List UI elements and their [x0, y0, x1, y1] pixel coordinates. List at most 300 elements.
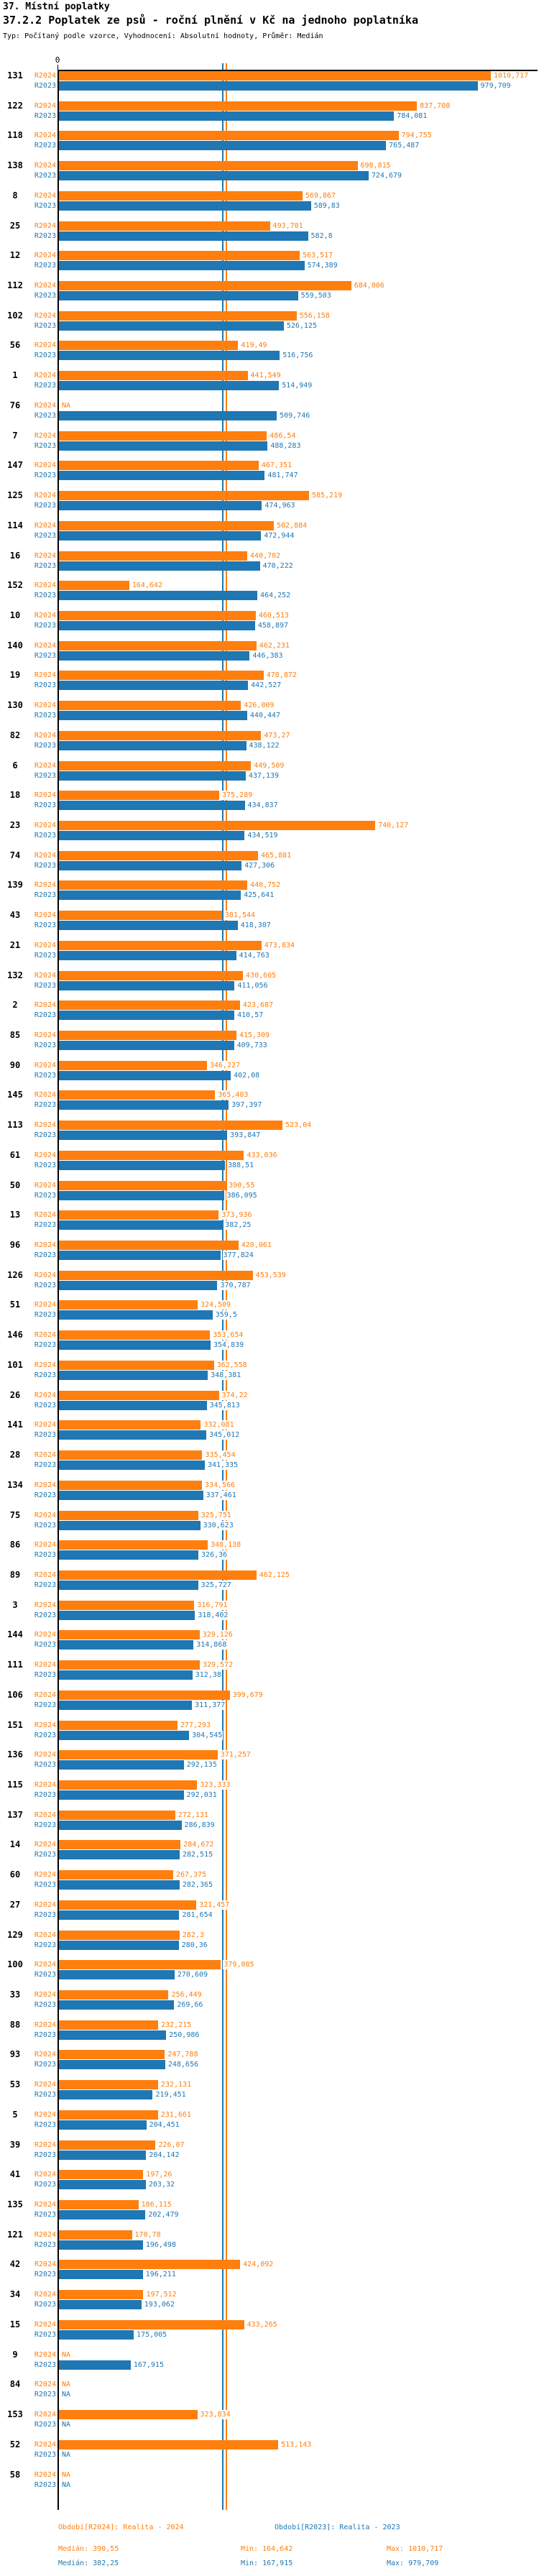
category-label: 144	[7, 1629, 23, 1640]
value-label-r2023: 526,125	[286, 321, 317, 330]
bar-row-r2023	[0, 591, 539, 600]
bar-r2024	[59, 1721, 178, 1730]
bar-row-r2024	[0, 2110, 539, 2120]
value-label-r2023: 312,38	[195, 1671, 221, 1680]
series-label-r2023: R2023	[34, 861, 56, 870]
series-label-r2024: R2024	[34, 2380, 56, 2389]
bar-r2023	[59, 1970, 175, 1979]
value-label-r2024: 794,755	[401, 132, 432, 140]
bar-row-r2023	[0, 531, 539, 540]
category-label: 130	[7, 700, 23, 711]
bar-row-r2024	[0, 1540, 539, 1550]
category-label: 136	[7, 1749, 23, 1760]
bar-r2023	[59, 2300, 142, 2309]
bar-r2023	[59, 651, 249, 661]
bar-group	[0, 1870, 539, 1900]
bar-r2024	[59, 1181, 226, 1190]
bar-row-r2023	[0, 981, 539, 990]
value-label-r2024: 373,936	[221, 1211, 252, 1220]
bar-group	[0, 221, 539, 252]
bar-group	[0, 1990, 539, 2020]
category-label: 6	[12, 760, 18, 770]
series-label-r2024: R2024	[34, 1751, 56, 1760]
category-label: 42	[9, 2259, 21, 2270]
bar-row-r2024	[0, 911, 539, 920]
bar-r2023	[59, 891, 241, 900]
bar-r2024	[59, 1241, 239, 1250]
value-label-r2023: 204,142	[149, 2150, 180, 2159]
bar-group	[0, 1210, 539, 1241]
category-label: 112	[7, 280, 23, 291]
series-label-r2024: R2024	[34, 492, 56, 500]
bar-row-r2024	[0, 1330, 539, 1340]
bar-row-r2024	[0, 1660, 539, 1670]
bar-row-r2023	[0, 231, 539, 241]
bar-row-r2024	[0, 1840, 539, 1849]
category-label: 122	[7, 100, 23, 111]
bar-row-r2024	[0, 1750, 539, 1760]
bar-row-r2023	[0, 1701, 539, 1710]
bar-group	[0, 161, 539, 191]
value-label-na: NA	[62, 2380, 71, 2389]
value-label-r2024: 430,605	[246, 971, 277, 980]
bar-r2024	[59, 880, 247, 890]
bar-group	[0, 1511, 539, 1541]
series-label-r2024: R2024	[34, 821, 56, 829]
bar-group	[0, 1960, 539, 1990]
bar-row-r2024	[0, 1090, 539, 1100]
value-label-r2023: 437,139	[248, 771, 280, 780]
bar-r2023	[59, 621, 255, 630]
bar-row-r2023	[0, 171, 539, 180]
category-label: 16	[9, 550, 21, 561]
value-label-r2023: 280,36	[181, 1941, 208, 1949]
bar-r2023	[59, 1941, 179, 1950]
series-label-r2024: R2024	[34, 2320, 56, 2329]
series-label-r2024: R2024	[34, 641, 56, 650]
bar-row-r2023	[0, 1640, 539, 1650]
bar-row-r2024	[0, 880, 539, 890]
bar-row-r2023	[0, 1910, 539, 1920]
value-label-r2023: 248,656	[167, 2061, 198, 2069]
category-label: 145	[7, 1090, 23, 1100]
series-label-r2023: R2023	[34, 1401, 56, 1409]
category-label: 153	[7, 2409, 23, 2420]
bar-row-r2023	[0, 1131, 539, 1140]
bar-row-r2023	[0, 801, 539, 810]
bar-group	[0, 1630, 539, 1660]
category-label: 5	[12, 2109, 18, 2120]
value-label-r2023: 388,51	[228, 1161, 254, 1169]
bar-group	[0, 1690, 539, 1721]
value-label-r2023: 582,8	[310, 231, 333, 240]
bar-group	[0, 1000, 539, 1031]
category-label: 8	[12, 190, 18, 201]
bar-r2023	[59, 1521, 201, 1530]
bar-row-r2023	[0, 351, 539, 360]
bar-r2024	[59, 2440, 278, 2450]
bar-row-r2024	[0, 821, 539, 830]
bar-row-r2024	[0, 671, 539, 680]
category-label: 141	[7, 1420, 23, 1430]
value-label-r2023: 514,949	[282, 382, 313, 390]
bar-group	[0, 2440, 539, 2470]
series-label-r2024: R2024	[34, 1241, 56, 1250]
value-label-r2023: 318,402	[198, 1611, 229, 1619]
category-label: 25	[9, 220, 21, 231]
bar-row-r2023	[0, 891, 539, 900]
bar-group	[0, 2140, 539, 2171]
series-label-r2023: R2023	[34, 472, 56, 480]
bar-group	[0, 2320, 539, 2350]
category-label: 14	[9, 1839, 21, 1850]
bar-r2023	[59, 411, 277, 420]
category-label: 84	[9, 2379, 21, 2390]
value-label-r2024: 164,642	[132, 581, 163, 590]
series-label-r2024: R2024	[34, 1721, 56, 1729]
bar-row-r2024	[0, 1181, 539, 1190]
bar-group	[0, 191, 539, 221]
series-label-r2023: R2023	[34, 231, 56, 240]
bar-r2023	[59, 1191, 224, 1200]
category-label: 96	[9, 1240, 21, 1251]
bar-row-r2024	[0, 1061, 539, 1070]
value-label-r2023: 474,963	[264, 502, 295, 510]
value-label-r2024: 460,513	[258, 611, 289, 620]
value-label-r2023: 516,756	[282, 351, 313, 360]
value-label-r2024: 585,219	[311, 492, 343, 500]
series-label-r2023: R2023	[34, 921, 56, 930]
bar-group	[0, 2410, 539, 2440]
value-label-r2023: 281,654	[182, 1910, 213, 1919]
category-label: 106	[7, 1689, 23, 1700]
bar-row-r2024	[0, 941, 539, 950]
stat-max-r2023: Max: 979,709	[387, 2559, 439, 2567]
bar-r2023	[59, 1760, 184, 1770]
bar-row-r2024	[0, 731, 539, 740]
bar-row-r2023	[0, 1071, 539, 1080]
value-label-r2024: 272,131	[178, 1811, 208, 1819]
value-label-r2024: 433,265	[247, 2320, 277, 2329]
series-label-r2023: R2023	[34, 981, 56, 990]
bar-r2023	[59, 1850, 180, 1859]
bar-group	[0, 1750, 539, 1780]
value-label-r2023: 470,222	[262, 561, 293, 570]
bar-r2024	[59, 1391, 219, 1400]
bar-group	[0, 1121, 539, 1151]
series-label-r2024: R2024	[34, 1511, 56, 1519]
bar-row-r2024	[0, 191, 539, 201]
value-label-r2024: 335,454	[205, 1451, 236, 1460]
bar-row-r2023	[0, 1611, 539, 1620]
bar-row-r2023	[0, 2390, 539, 2399]
bar-r2023	[59, 561, 260, 571]
bar-r2023	[59, 1371, 208, 1380]
bar-group	[0, 1061, 539, 1091]
series-label-r2023: R2023	[34, 951, 56, 960]
value-label-r2023: 397,397	[231, 1101, 262, 1110]
series-label-r2024: R2024	[34, 1780, 56, 1789]
category-label: 23	[9, 819, 21, 830]
bar-r2024	[59, 1570, 257, 1580]
series-label-r2024: R2024	[34, 341, 56, 350]
bar-row-r2024	[0, 2350, 539, 2360]
bar-row-r2024	[0, 851, 539, 860]
category-label: 126	[7, 1269, 23, 1280]
bar-r2023	[59, 2030, 166, 2040]
series-label-r2024: R2024	[34, 1091, 56, 1100]
series-label-r2024: R2024	[34, 1541, 56, 1550]
series-label-r2023: R2023	[34, 411, 56, 420]
value-label-r2023: 409,733	[236, 1041, 267, 1049]
bar-group	[0, 1931, 539, 1961]
bar-r2023	[59, 771, 246, 781]
bar-group	[0, 341, 539, 371]
bar-group	[0, 1660, 539, 1690]
series-label-r2024: R2024	[34, 1331, 56, 1340]
value-label-r2024: 371,257	[220, 1751, 251, 1760]
value-label-r2023: 784,081	[397, 111, 428, 120]
value-label-r2024: 513,143	[281, 2440, 312, 2449]
bar-r2024	[59, 851, 258, 860]
bar-row-r2023	[0, 1970, 539, 1979]
category-label: 121	[7, 2229, 23, 2240]
bar-row-r2024	[0, 1151, 539, 1160]
bar-r2024	[59, 2020, 158, 2030]
series-label-r2024: R2024	[34, 2260, 56, 2269]
value-label-r2023: 377,824	[223, 1251, 254, 1260]
bar-group	[0, 791, 539, 821]
stat-median-r2024: Medián: 390,55	[58, 2545, 119, 2553]
bar-r2023	[59, 1670, 193, 1680]
bar-row-r2023	[0, 1430, 539, 1440]
bar-group	[0, 1420, 539, 1450]
value-label-r2024: 348,138	[211, 1541, 241, 1550]
series-label-r2024: R2024	[34, 311, 56, 320]
bar-r2024	[59, 131, 399, 140]
bar-r2023	[59, 201, 311, 211]
bar-group	[0, 1900, 539, 1931]
bar-row-r2024	[0, 551, 539, 561]
bar-row-r2024	[0, 1721, 539, 1730]
series-label-r2023: R2023	[34, 2330, 56, 2339]
bar-row-r2023	[0, 2060, 539, 2069]
bar-r2023	[59, 141, 386, 150]
bar-r2023	[59, 2330, 134, 2340]
series-label-r2024: R2024	[34, 702, 56, 710]
bar-r2024	[59, 1361, 214, 1370]
value-label-r2023: 337,461	[206, 1491, 236, 1499]
value-label-r2023: 386,095	[226, 1191, 257, 1200]
bar-row-r2023	[0, 1191, 539, 1200]
bar-row-r2024	[0, 401, 539, 410]
series-label-r2024: R2024	[34, 851, 56, 860]
bar-r2023	[59, 1611, 195, 1620]
series-label-r2024: R2024	[34, 2140, 56, 2149]
series-label-r2023: R2023	[34, 1581, 56, 1589]
value-label-r2024: 523,04	[285, 1121, 312, 1130]
bar-row-r2024	[0, 1900, 539, 1910]
value-label-r2023: 370,787	[220, 1281, 251, 1289]
category-label: 15	[9, 2319, 21, 2329]
bar-group	[0, 1241, 539, 1271]
category-label: 90	[9, 1059, 21, 1070]
category-label: 135	[7, 2199, 23, 2210]
bar-r2023	[59, 321, 284, 331]
value-label-r2024: 440,702	[250, 551, 281, 560]
bar-row-r2024	[0, 1570, 539, 1580]
series-label-r2024: R2024	[34, 2230, 56, 2239]
category-label: 53	[9, 2079, 21, 2090]
bar-r2023	[59, 1161, 225, 1170]
value-label-r2023: 410,57	[237, 1011, 264, 1020]
category-label: 115	[7, 1779, 23, 1790]
bar-r2023	[59, 1581, 198, 1590]
value-label-r2024: 375,289	[222, 791, 253, 800]
category-label: 85	[9, 1030, 21, 1040]
bar-group	[0, 2050, 539, 2080]
bar-r2024	[59, 1300, 198, 1310]
bar-r2024	[59, 341, 238, 350]
category-label: 28	[9, 1450, 21, 1460]
series-label-r2024: R2024	[34, 2051, 56, 2059]
value-label-r2024: 467,351	[261, 461, 292, 470]
bar-r2024	[59, 521, 274, 530]
bar-r2023	[59, 1340, 211, 1350]
bar-row-r2024	[0, 1391, 539, 1400]
value-label-r2024: 324,509	[200, 1301, 231, 1310]
category-label: 113	[7, 1120, 23, 1131]
value-label-r2023: 393,847	[230, 1131, 261, 1140]
value-label-r2023: 414,763	[239, 951, 270, 960]
bar-row-r2023	[0, 771, 539, 781]
bar-r2023	[59, 1131, 227, 1140]
bar-r2024	[59, 791, 219, 800]
series-label-r2023: R2023	[34, 1461, 56, 1470]
bar-r2023	[59, 1100, 229, 1110]
bar-r2024	[59, 1031, 236, 1040]
bar-group	[0, 1031, 539, 1061]
bar-group	[0, 1090, 539, 1121]
value-label-na: NA	[62, 2421, 71, 2429]
series-label-r2024: R2024	[34, 401, 56, 410]
value-label-r2023: 472,944	[264, 531, 295, 540]
bar-row-r2024	[0, 1481, 539, 1490]
x-axis-zero-tick-label: 0	[55, 55, 60, 65]
value-label-r2023: 481,747	[267, 472, 298, 480]
bar-group	[0, 1570, 539, 1601]
bar-group	[0, 641, 539, 671]
bar-r2023	[59, 261, 305, 270]
bar-r2024	[59, 1061, 207, 1070]
value-label-na: NA	[62, 2391, 71, 2399]
value-label-r2023: 167,915	[133, 2360, 164, 2369]
bar-row-r2024	[0, 2380, 539, 2389]
series-label-r2024: R2024	[34, 1570, 56, 1579]
value-label-r2024: 426,009	[244, 702, 275, 710]
category-label: 74	[9, 850, 21, 860]
bar-row-r2023	[0, 471, 539, 480]
value-label-r2024: 433,036	[247, 1151, 277, 1159]
bar-group	[0, 581, 539, 611]
bar-row-r2023	[0, 1941, 539, 1950]
bar-r2023	[59, 1011, 234, 1020]
bar-group	[0, 1450, 539, 1481]
bar-group	[0, 1300, 539, 1330]
series-label-r2024: R2024	[34, 1451, 56, 1460]
bar-group	[0, 281, 539, 311]
bar-r2023	[59, 2270, 143, 2279]
bar-row-r2023	[0, 1161, 539, 1170]
category-label: 131	[7, 70, 23, 80]
bar-row-r2024	[0, 2260, 539, 2269]
bar-groups-container	[0, 71, 539, 2500]
value-label-r2024: 698,815	[360, 162, 391, 170]
bar-row-r2024	[0, 71, 539, 80]
bar-group	[0, 2470, 539, 2501]
series-label-r2023: R2023	[34, 1761, 56, 1770]
series-label-r2024: R2024	[34, 2201, 56, 2209]
bar-r2024	[59, 1420, 201, 1430]
bar-group	[0, 521, 539, 551]
value-label-r2023: 359,5	[215, 1311, 237, 1320]
value-label-r2023: 440,447	[249, 712, 281, 720]
bar-group	[0, 880, 539, 911]
bar-r2024	[59, 551, 247, 561]
bar-group	[0, 491, 539, 521]
bar-r2024	[59, 2230, 132, 2240]
series-label-r2023: R2023	[34, 2030, 56, 2039]
bar-row-r2023	[0, 261, 539, 270]
bar-r2023	[59, 171, 369, 180]
series-label-r2024: R2024	[34, 791, 56, 800]
value-label-r2023: 464,252	[260, 592, 291, 600]
series-label-r2023: R2023	[34, 2421, 56, 2429]
series-label-r2024: R2024	[34, 761, 56, 770]
category-label: 140	[7, 640, 23, 650]
series-label-r2023: R2023	[34, 1161, 56, 1169]
value-label-r2024: 323,834	[200, 2411, 231, 2419]
category-label: 146	[7, 1330, 23, 1340]
series-label-r2024: R2024	[34, 2171, 56, 2179]
value-label-r2023: 446,383	[252, 651, 283, 660]
series-label-r2024: R2024	[34, 1031, 56, 1039]
value-label-r2023: 314,868	[196, 1641, 227, 1650]
bar-row-r2023	[0, 291, 539, 300]
value-label-r2023: 458,897	[257, 621, 289, 630]
bar-group	[0, 851, 539, 881]
series-label-r2024: R2024	[34, 461, 56, 470]
value-label-r2023: 196,498	[145, 2240, 176, 2249]
bar-row-r2023	[0, 951, 539, 960]
value-label-r2024: 256,449	[171, 1991, 202, 1999]
value-label-r2023: 427,306	[244, 861, 275, 870]
bar-group	[0, 821, 539, 851]
category-label: 111	[7, 1660, 23, 1670]
bar-group	[0, 1181, 539, 1211]
value-label-r2024: 381,544	[224, 911, 256, 920]
series-label-r2023: R2023	[34, 2211, 56, 2220]
value-label-r2024: 419,49	[241, 341, 267, 350]
category-label: 125	[7, 490, 23, 501]
bar-row-r2023	[0, 1550, 539, 1560]
value-label-r2023: 402,08	[234, 1071, 260, 1080]
bar-r2024	[59, 1601, 194, 1610]
bar-r2024	[59, 2320, 244, 2329]
series-label-r2023: R2023	[34, 1731, 56, 1739]
bar-r2024	[59, 761, 251, 770]
bar-r2024	[59, 971, 243, 980]
